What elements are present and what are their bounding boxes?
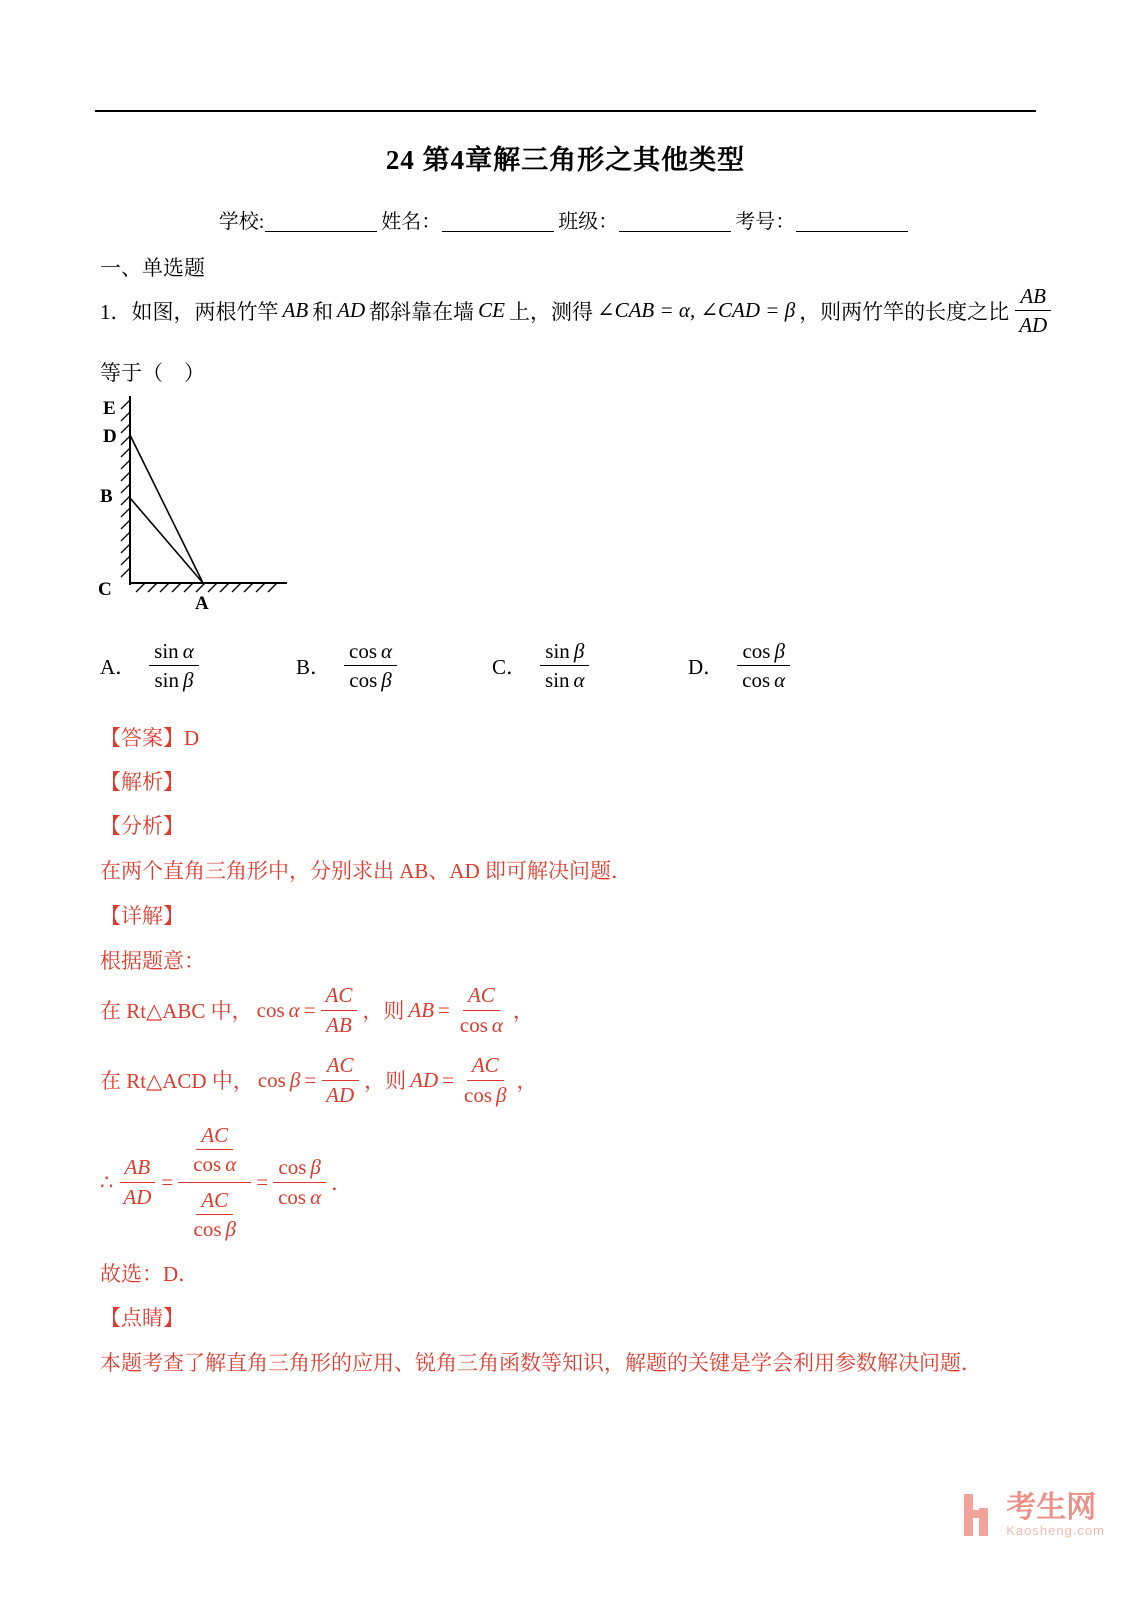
school-blank	[265, 210, 377, 232]
derivation-line-1: 在 Rt△ABC 中， cos α = $\frac{AC}{AB}$ ，则 AB = $\frac{AC}{\text{cos α}}$ ，	[100, 983, 534, 1037]
watermark-name: 考生网	[1006, 1491, 1097, 1524]
point-label-e: E	[103, 398, 116, 419]
point-label-a: A	[195, 593, 209, 614]
option-d-fraction: $\frac{\text{cos β}}{\text{cos α}}$	[737, 638, 790, 694]
school-label: 学校:	[218, 211, 265, 233]
fraction: $\frac{AB}{AD}$	[118, 1154, 156, 1210]
student-info-line	[0, 205, 1131, 234]
point-label-d: D	[103, 426, 117, 447]
fenxi-text: 在两个直角三角形中，分别求出 AB、AD 即可解决问题．	[100, 859, 633, 883]
section-header: 一、单选题	[100, 256, 205, 280]
answer-tag: 【答案】	[100, 726, 184, 750]
option-c: C． $\frac{\text{sin β}}{\text{sin α}}$	[492, 638, 688, 694]
point-label-b: B	[100, 486, 113, 507]
fraction: $\frac{AC}{\text{cos α}}$	[193, 1123, 237, 1177]
dianjing-text: 本题考查了解直角三角形的应用、锐角三角函数等知识，解题的关键是学会利用参数解决问题．	[100, 1351, 982, 1375]
watermark-domain: Kaosheng.com	[1006, 1522, 1105, 1538]
question-prompt: 等于（ ）	[100, 361, 205, 385]
conclusion: 故选：D．	[100, 1262, 200, 1286]
math-var-ce: CE	[478, 298, 505, 323]
option-c-fraction: $\frac{\text{sin β}}{\text{sin α}}$	[540, 638, 590, 694]
question-fragment: 和	[312, 299, 334, 324]
question-fragment: 1．如图，两根竹竿	[100, 299, 279, 324]
answer-line	[100, 722, 199, 752]
nested-fraction	[178, 1122, 251, 1242]
options-row	[100, 638, 960, 694]
question-fragment: ，则两竹竿的长度之比	[799, 299, 1010, 324]
name-label: 姓名：	[381, 211, 442, 233]
document-title: 24 第4章解三角形之其他类型	[385, 145, 746, 175]
wall-hatching	[121, 400, 130, 577]
option-a-fraction: $\frac{\text{sin α}}{\text{sin β}}$	[149, 638, 199, 694]
rod-ad-line	[130, 435, 203, 583]
ground-hatching	[136, 583, 277, 592]
exam-blank	[796, 210, 908, 232]
detail-intro: 根据题意：	[100, 949, 205, 973]
header-rule	[95, 110, 1036, 112]
option-b-fraction: $\frac{\text{cos α}}{\text{cos β}}$	[344, 638, 397, 694]
fraction: $\frac{\text{cos β}}{\text{cos α}}$	[273, 1154, 326, 1210]
question-fragment: 上，测得	[509, 299, 593, 324]
fraction: $\frac{AC}{\text{cos α}}$	[459, 983, 503, 1037]
derivation-line-2: 在 Rt△ACD 中， cos β = $\frac{AC}{AD}$ ，则 AD = $\frac{AC}{\text{cos β}}$ ，	[100, 1053, 538, 1107]
fraction: $\frac{AC}{AD}$	[321, 1052, 359, 1108]
option-b: B． $\frac{\text{cos α}}{\text{cos β}}$	[296, 638, 492, 694]
question-text	[100, 283, 1048, 339]
question-fragment: 都斜靠在墙	[369, 299, 475, 324]
math-angles: ∠CAB = α, ∠CAD = β	[597, 298, 796, 323]
name-blank	[442, 210, 554, 232]
fenxi-tag: 【分析】	[100, 814, 184, 838]
option-d: D． $\frac{\text{cos β}}{\text{cos α}}$	[688, 638, 884, 694]
fraction: $\frac{AC}{AB}$	[321, 982, 358, 1038]
option-a: A． $\frac{\text{sin α}}{\text{sin β}}$	[100, 638, 296, 694]
math-var-ab: AB	[282, 298, 309, 323]
math-var-ad: AD	[337, 298, 366, 323]
fraction: $\frac{AC}{\text{cos β}}$	[464, 1053, 507, 1107]
jiexi-tag: 【解析】	[100, 770, 184, 794]
geometry-figure	[95, 388, 307, 625]
xiangjie-tag: 【详解】	[100, 904, 184, 928]
answer-value: D	[184, 726, 200, 750]
class-blank	[619, 210, 731, 232]
watermark	[964, 1492, 1105, 1537]
question-fraction: $\frac{AB}{AD}$	[1014, 283, 1052, 339]
watermark-logo-icon	[964, 1494, 996, 1536]
dianjing-tag: 【点睛】	[100, 1306, 184, 1330]
exam-label: 考号：	[735, 211, 796, 233]
derivation-line-3: ∴ $\frac{AB}{AD}$ = $\frac{\frac{AC}{\text{cos α}}}{\frac{AC}{\text{cos β}}}$ = $\frac{\text{cos β}}{\text{cos α}}$ ．	[100, 1123, 353, 1241]
point-label-c: C	[98, 579, 112, 600]
fraction: $\frac{AC}{\text{cos β}}$	[193, 1187, 236, 1241]
therefore-symbol: ∴	[100, 1169, 114, 1194]
class-label: 班级：	[558, 211, 619, 233]
